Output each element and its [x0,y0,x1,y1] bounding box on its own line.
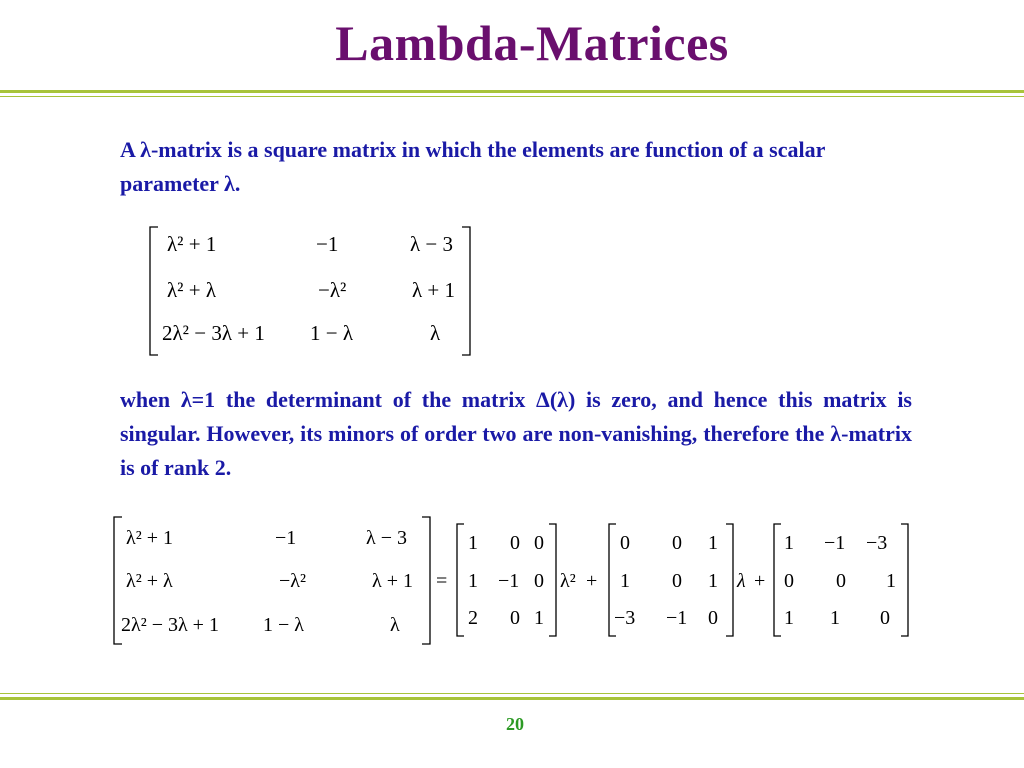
matrix-cell: λ + 1 [372,570,413,592]
matrix-cell: λ [390,614,400,636]
matrix-cell: λ [430,321,441,345]
matrix-cell: −3 [866,532,888,554]
matrix-cell: 0 [620,532,630,554]
matrix-cell: 1 [830,607,840,629]
matrix-cell: 1 [784,532,794,554]
matrix-cell: 0 [672,532,682,554]
decomposition-equation [114,517,908,644]
left-bracket [457,524,464,636]
matrix-cell: 0 [510,532,520,554]
matrix-cell: 0 [534,532,544,554]
matrix-cell: 0 [534,570,544,592]
right-bracket [726,524,733,636]
page-number: 20 [506,714,524,734]
matrix-cell: 1 [886,570,896,592]
matrix-cell: λ + 1 [412,278,456,302]
matrix-cell: 1 [534,607,544,629]
matrix-cell: 0 [880,607,890,629]
matrix-cell: λ² + 1 [167,232,217,256]
matrix-cell: 1 − λ [310,321,354,345]
bottom-divider [0,697,1024,700]
matrix-cell: λ² + 1 [126,527,173,549]
right-bracket [462,227,470,355]
right-bracket [422,517,430,644]
matrix-cell: −1 [275,527,297,549]
matrix-cell: 1 [620,570,630,592]
plus-sign: + [586,570,598,592]
plus-sign: + [754,570,766,592]
matrix-cell: 1 [784,607,794,629]
matrix-cell: 1 [708,532,718,554]
right-bracket [901,524,908,636]
matrix-cell: 1 [468,532,478,554]
matrix-cell: −1 [316,232,339,256]
bottom-divider-thin [0,693,1024,694]
matrix-cell: 2 [468,607,478,629]
matrix-cell: 2λ² − 3λ + 1 [162,321,265,345]
lambda-term: λ [737,570,746,592]
matrix-cell: 2λ² − 3λ + 1 [121,614,219,636]
matrix-cell: −1 [498,570,520,592]
body-paragraph: when λ=1 the determinant of the matrix Δ(λ) is zero, and hence this matrix is singular. However, its minors of order two are non-vanishing, therefore the λ-matrix is of rank 2. [120,387,912,480]
matrix-cell: −λ² [318,278,347,302]
matrix-a [150,227,470,355]
matrix-cell: 0 [672,570,682,592]
matrix-cell: 1 [708,570,718,592]
matrix-cell: −1 [824,532,846,554]
matrix-cell: λ − 3 [366,527,407,549]
intro-paragraph: A λ-matrix is a square matrix in which the elements are function of a scalar parameter λ. [120,137,825,196]
slide-title: Lambda-Matrices [335,15,729,71]
matrix-cell: −1 [666,607,688,629]
lambda-squared-term: λ² [560,570,576,592]
right-bracket [549,524,556,636]
matrix-cell: λ² + λ [126,570,173,592]
matrix-cell: 0 [836,570,846,592]
matrix-cell: 1 [468,570,478,592]
equals-sign: = [436,570,448,592]
left-bracket [774,524,781,636]
matrix-cell: −λ² [279,570,306,592]
matrix-cell: 0 [708,607,718,629]
matrix-cell: 1 − λ [263,614,304,636]
matrix-cell: 0 [510,607,520,629]
left-bracket [150,227,158,355]
matrix-cell: λ − 3 [410,232,454,256]
matrix-cell: λ² + λ [167,278,217,302]
matrix-cell: 0 [784,570,794,592]
matrix-cell: −3 [614,607,636,629]
